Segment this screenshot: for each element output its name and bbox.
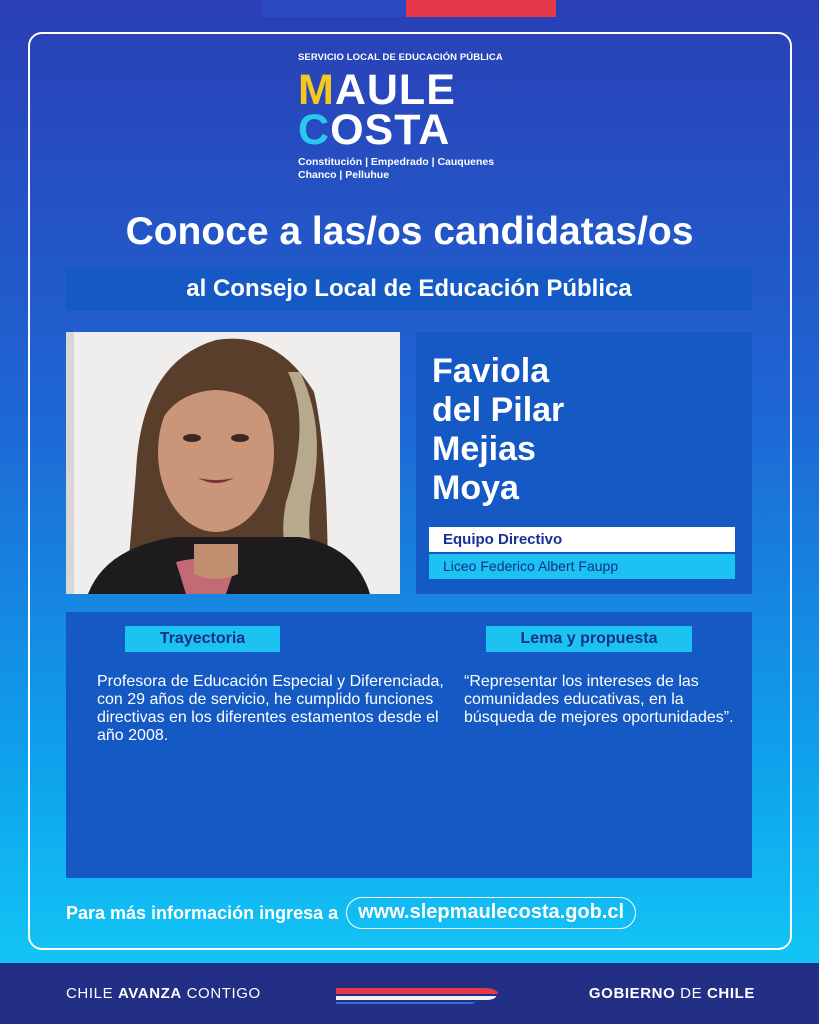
footer-slogan — [66, 985, 261, 1002]
candidate-role: Equipo Directivo — [429, 527, 735, 552]
motto-text: “Representar los intereses de las comunidades educativas, en la búsqueda de mejores oportunidades”. — [464, 673, 734, 726]
name-line-3: Mejias — [432, 430, 536, 468]
logo-communes-line1: Constitución | Empedrado | Cauquenes — [298, 156, 495, 168]
logo-letter-c: C — [298, 106, 331, 154]
candidate-name — [432, 352, 564, 508]
subhead-text: al Consejo Local de Educación Pública — [186, 275, 632, 302]
trajectory-text: Profesora de Educación Especial y Diferenciada, con 29 años de servicio, he cumplido funciones directivas en los diferentes estamentos desde el año 2008. — [97, 673, 444, 744]
info-panel — [66, 612, 752, 878]
logo-supertitle: SERVICIO LOCAL DE EDUCACIÓN PÚBLICA — [298, 52, 503, 63]
logo-word-maule-rest: AULE — [334, 66, 456, 114]
top-stripe-blue — [262, 0, 406, 17]
more-info-text: Para más información ingresa a — [66, 902, 339, 923]
logo-word-maule — [298, 66, 538, 114]
flag-lines-icon — [336, 984, 500, 1006]
logo-letter-m: M — [298, 66, 335, 114]
website-link[interactable]: www.slepmaulecosta.gob.cl — [346, 897, 636, 929]
logo-word-costa — [298, 106, 538, 154]
headline: Conoce a las/os candidatas/os — [125, 210, 694, 253]
name-line-4: Moya — [432, 469, 519, 507]
trajectory-title: Trayectoria — [125, 626, 280, 652]
footer-gov-c: CHILE — [707, 985, 755, 1002]
footer-gov-b: DE — [680, 985, 703, 1002]
org-logo — [298, 52, 538, 182]
name-line-1: Faviola — [432, 352, 550, 390]
footer-slogan-c: CONTIGO — [186, 985, 261, 1002]
footer-slogan-a: CHILE — [66, 985, 114, 1002]
logo-word-costa-rest: OSTA — [330, 106, 451, 154]
more-info — [66, 896, 636, 930]
footer-gov-a: GOBIERNO — [588, 985, 676, 1002]
motto-title: Lema y propuesta — [486, 626, 692, 652]
subhead-banner — [66, 267, 752, 311]
footer-slogan-b: AVANZA — [117, 985, 182, 1002]
candidate-school: Liceo Federico Albert Faupp — [429, 554, 735, 579]
footer-government — [589, 985, 755, 1002]
candidate-photo — [66, 332, 400, 594]
logo-communes-line2: Chanco | Pelluhue — [298, 169, 390, 181]
candidate-card — [416, 332, 752, 594]
top-stripe-red — [406, 0, 556, 17]
logo-communes — [298, 156, 538, 182]
footer-bar — [0, 963, 819, 1024]
name-line-2: del Pilar — [432, 391, 565, 429]
